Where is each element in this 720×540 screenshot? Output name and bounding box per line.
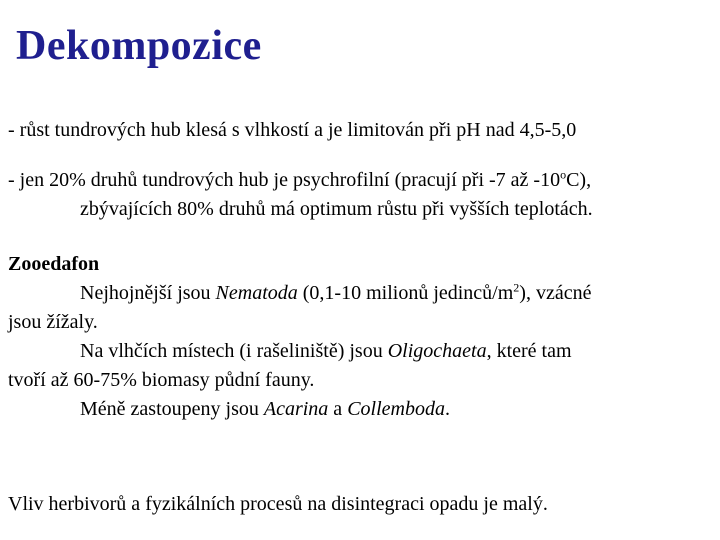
- section-zooedafon: [8, 250, 708, 424]
- degree-sign: o: [560, 167, 567, 182]
- taxon-oligochaeta: Oligochaeta: [387, 340, 487, 362]
- zooedafon-heading: Zooedafon: [8, 253, 100, 275]
- paragraph-psychrophilic: [8, 166, 708, 224]
- psychro-continuation: zbývajících 80% druhů má optimum růstu při vyšších teplotách.: [80, 198, 593, 220]
- taxon-collemboda: Collemboda: [347, 398, 445, 420]
- psychro-unit: C),: [566, 169, 592, 191]
- paragraph-herbivores: Vliv herbivorů a fyzikálních procesů na disintegraci opadu je malý.: [8, 493, 548, 515]
- zoo-line-3: Méně zastoupeny jsou Acarina a Collemboda.: [80, 398, 450, 420]
- zoo-line-2: Na vlhčích místech (i rašeliniště) jsou Oligochaeta, které tam: [80, 340, 572, 362]
- zoo-line-1-cont: jsou žížaly.: [8, 311, 98, 333]
- zoo-line-2-cont: tvoří až 60-75% biomasy půdní fauny.: [8, 369, 315, 391]
- superscript-2: 2: [513, 280, 520, 295]
- taxon-nematoda: Nematoda: [215, 282, 298, 304]
- paragraph-fungi-growth: - růst tundrových hub klesá s vlhkostí a je limitován při pH nad 4,5-5,0: [8, 119, 577, 141]
- slide-title: Dekompozice: [16, 23, 262, 69]
- zoo-line-1: Nejhojnější jsou Nematoda (0,1-10 milionů jedinců/$m^2$), vzácné: [80, 280, 592, 304]
- taxon-acarina: Acarina: [263, 398, 329, 420]
- psychro-text: - jen 20% druhů tundrových hub je psychrofilní (pracují při -7 až -10: [8, 169, 561, 191]
